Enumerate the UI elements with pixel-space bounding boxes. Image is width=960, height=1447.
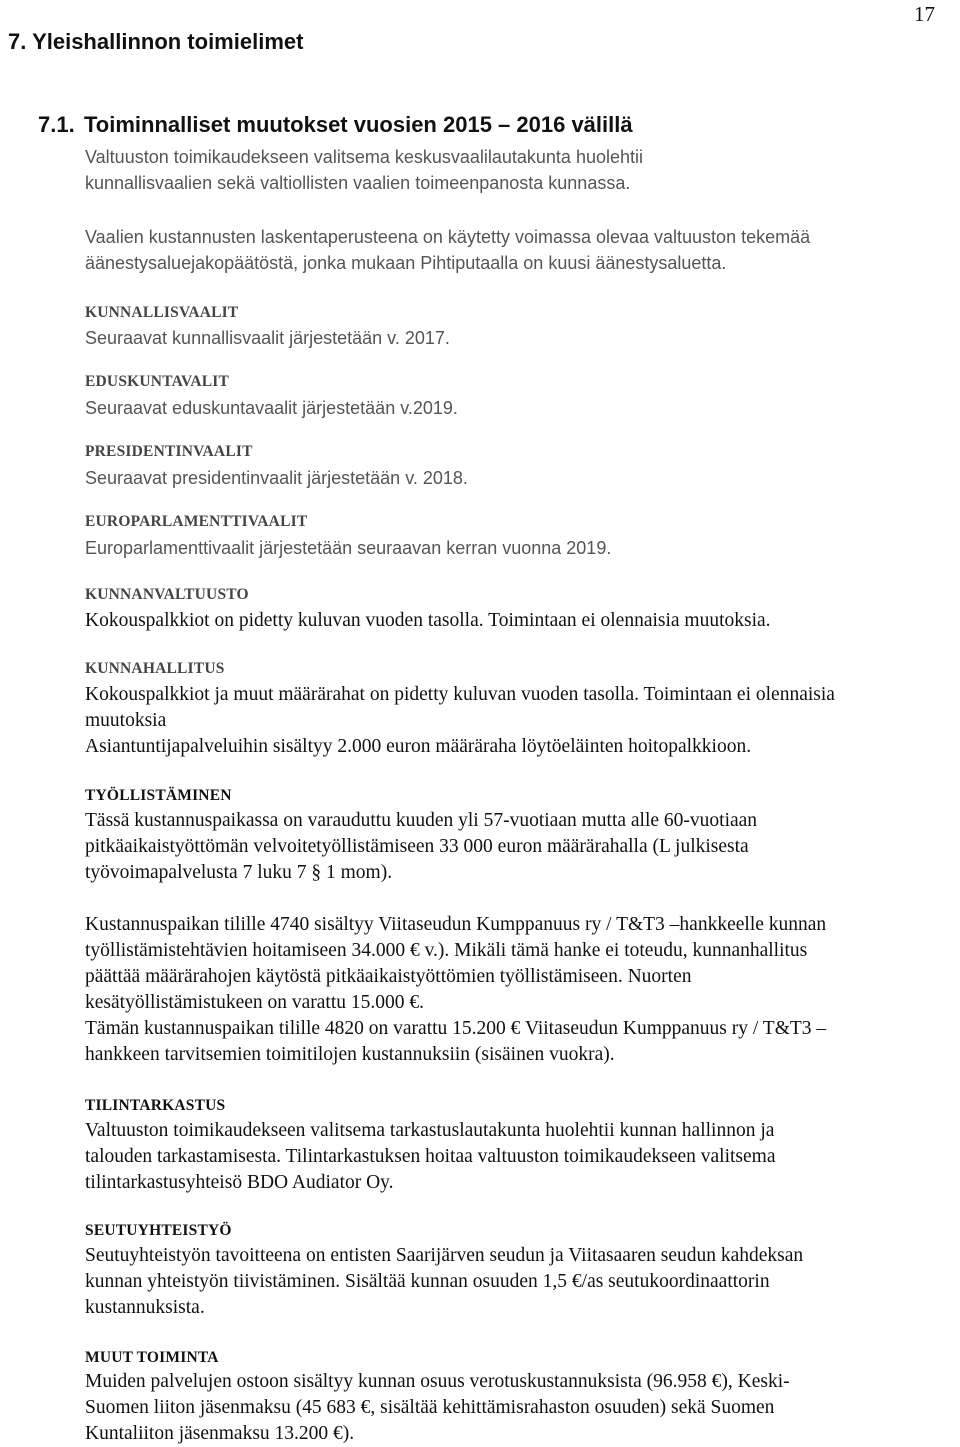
paragraph-line: Suomen liiton jäsenmaksu (45 683 €, sisältää kehittämisrahaston osuuden) sekä Suomen — [85, 1397, 775, 1418]
paragraph-line: työllistämistehtävien hoitamiseen 34.000 € v.). Mikäli tämä hanke ei toteudu, kunnanhallitus — [85, 940, 808, 961]
heading-tilintarkastus: TILINTARKASTUS — [85, 1097, 226, 1114]
paragraph-line: työvoimapalvelusta 7 luku 7 § 1 mom). — [85, 862, 393, 883]
paragraph-line: talouden tarkastamisesta. Tilintarkastuksen hoitaa valtuuston toimikaudekseen valitsema — [85, 1146, 776, 1167]
paragraph-line: Asiantuntijapalveluihin sisältyy 2.000 euron määräraha löytöeläinten hoitopalkkioon. — [85, 736, 752, 757]
heading-presidentinvaalit: PRESIDENTINVAALIT — [85, 443, 253, 460]
paragraph-line: Kuntaliiton jäsenmaksu 13.200 €). — [85, 1423, 355, 1444]
paragraph-line: pitkäaikaistyöttömän velvoitetyöllistämiseen 33 000 euron määrärahalla (L julkisesta — [85, 836, 749, 857]
paragraph-kunnanvaltuusto — [85, 608, 960, 634]
paragraph-line: Seuraavat eduskuntavaalit järjestetään v.2019. — [85, 398, 458, 418]
paragraph-line: hankkeen tarvitsemien toimitilojen kustannuksiin (sisäinen vuokra). — [85, 1044, 615, 1065]
heading-kunnallisvaalit: KUNNALLISVAALIT — [85, 304, 239, 321]
paragraph-line: Seutuyhteistyön tavoitteena on entisten Saarijärven seudun ja Viitasaaren seudun kahdeksan — [85, 1245, 804, 1266]
heading-kunnanvaltuusto: KUNNANVALTUUSTO — [85, 586, 249, 603]
paragraph-line: kesätyöllistämistukeen on varattu 15.000 €. — [85, 992, 425, 1013]
paragraph-line: Seuraavat presidentinvaalit järjestetään v. 2018. — [85, 468, 468, 488]
heading-europarlamenttivaalit: EUROPARLAMENTTIVAALIT — [85, 513, 308, 530]
paragraph-line: kustannuksista. — [85, 1297, 205, 1318]
paragraph-muut-toiminta — [85, 1369, 960, 1447]
page-number: 17 — [914, 2, 935, 26]
paragraph-line: Kokouspalkkiot on pidetty kuluvan vuoden tasolla. Toimintaan ei olennaisia muutoksia. — [85, 610, 771, 631]
paragraph-line: tilintarkastusyhteisö BDO Audiator Oy. — [85, 1172, 394, 1193]
paragraph-line: Tässä kustannuspaikassa on varauduttu kuuden yli 57-vuotiaan mutta alle 60-vuotiaan — [85, 810, 758, 831]
chapter-title: 7. Yleishallinnon toimielimet — [8, 29, 304, 54]
heading-eduskuntavaalit: EDUSKUNTAVALIT — [85, 373, 230, 390]
paragraph-seutuyhteistyo — [85, 1243, 960, 1321]
basis-line: Vaalien kustannusten laskentaperusteena on käytetty voimassa olevaa valtuuston tekemää — [85, 227, 811, 247]
paragraph-line: Europarlamenttivaalit järjestetään seuraavan kerran vuonna 2019. — [85, 538, 612, 558]
intro-line: kunnallisvaalien sekä valtiollisten vaalien toimeenpanosta kunnassa. — [85, 172, 631, 193]
paragraph-kunnahallitus — [85, 682, 960, 760]
paragraph-tilintarkastus — [85, 1118, 960, 1196]
basis-paragraph — [85, 225, 960, 276]
paragraph-line: Kokouspalkkiot ja muut määrärahat on pidetty kuluvan vuoden tasolla. Toimintaan ei olennaisia — [85, 684, 835, 705]
paragraph-eduskuntavaalit — [85, 396, 960, 422]
section-title-text: Toiminnalliset muutokset vuosien 2015 – 2016 välillä — [84, 112, 633, 137]
heading-muut-toiminta: MUUT TOIMINTA — [85, 1349, 219, 1366]
paragraph-kustannuspaikka — [85, 912, 960, 1068]
paragraph-line: Kustannuspaikan tilille 4740 sisältyy Viitaseudun Kumppanuus ry / T&T3 –hankkeelle kunnan — [85, 914, 827, 935]
paragraph-line: Tämän kustannuspaikan tilille 4820 on varattu 15.200 € Viitaseudun Kumppanuus ry / T&T3 – — [85, 1018, 827, 1039]
section-number: 7.1. — [38, 112, 75, 137]
paragraph-line: Seuraavat kunnallisvaalit järjestetään v. 2017. — [85, 328, 450, 348]
paragraph-line: kunnan yhteistyön tiivistäminen. Sisältää kunnan osuuden 1,5 €/as seutukoordinaattorin — [85, 1271, 770, 1292]
heading-kunnahallitus: KUNNAHALLITUS — [85, 660, 225, 677]
paragraph-tyollistaminen — [85, 808, 960, 886]
basis-line: äänestysaluejakopäätöstä, jonka mukaan Pihtiputaalla on kuusi äänestysaluetta. — [85, 252, 727, 273]
heading-tyollistaminen: TYÖLLISTÄMINEN — [85, 787, 232, 804]
paragraph-europarlamenttivaalit — [85, 536, 960, 562]
heading-seutuyhteistyo: SEUTUYHTEISTYÖ — [85, 1222, 232, 1239]
paragraph-line: Muiden palvelujen ostoon sisältyy kunnan osuus verotuskustannuksista (96.958 €), Keski- — [85, 1371, 790, 1392]
paragraph-line: Valtuuston toimikaudekseen valitsema tarkastuslautakunta huolehtii kunnan hallinnon ja — [85, 1120, 775, 1141]
paragraph-kunnallisvaalit — [85, 326, 960, 352]
paragraph-presidentinvaalit — [85, 466, 960, 492]
paragraph-line: muutoksia — [85, 710, 167, 731]
intro-line: Valtuuston toimikaudekseen valitsema keskusvaalilautakunta huolehtii — [85, 147, 643, 167]
paragraph-line: päättää määrärahojen käytöstä pitkäaikaistyöttömien työllistämiseen. Nuorten — [85, 966, 692, 987]
section-title — [38, 112, 633, 138]
intro-paragraph — [85, 145, 960, 196]
